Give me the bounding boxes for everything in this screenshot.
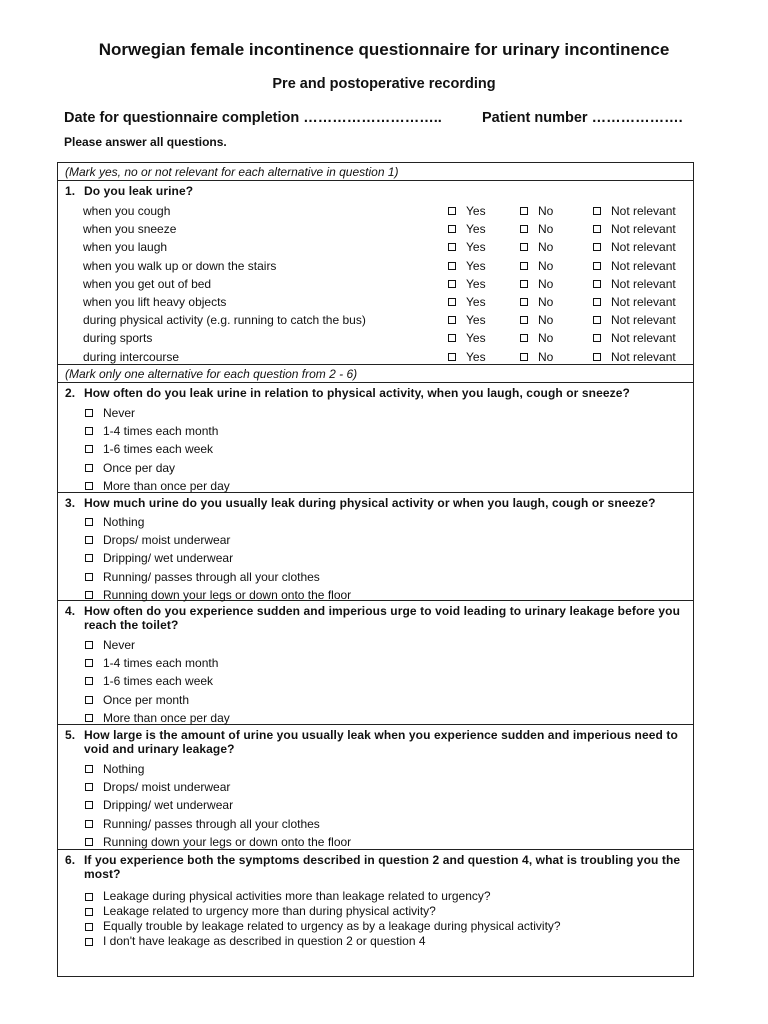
q1-item-row <box>58 329 693 347</box>
q2-option[interactable] <box>58 404 693 422</box>
q6-option-label: I don't have leakage as described in question 2 or question 4 <box>103 934 426 948</box>
q1-option-label: Not relevant <box>611 240 676 255</box>
q1-option-label: No <box>538 294 554 309</box>
checkbox-icon[interactable] <box>593 207 601 215</box>
q6-option-label: Equally trouble by leakage related to urgency as by a leakage during physical activity? <box>103 919 561 933</box>
q1-option-label: No <box>538 258 554 273</box>
q4-option-label: More than once per day <box>103 710 230 725</box>
q1-item-row <box>58 257 693 275</box>
q2-option[interactable] <box>58 459 693 477</box>
q4-option[interactable] <box>58 691 693 709</box>
q1-option-no[interactable] <box>520 313 553 327</box>
q6-option[interactable] <box>58 934 693 949</box>
q1-option-yes[interactable] <box>448 204 486 218</box>
q6-section <box>58 850 693 976</box>
q1-option-label: Not relevant <box>611 276 676 291</box>
q1-option-no[interactable] <box>520 240 553 254</box>
q1-option-label: Not relevant <box>611 331 676 346</box>
q6-option[interactable] <box>58 889 693 904</box>
q6-heading <box>58 850 693 889</box>
checkbox-icon[interactable] <box>448 353 456 361</box>
q1-option-label: Not relevant <box>611 294 676 309</box>
q3-option[interactable] <box>58 549 693 567</box>
q3-option-label: Nothing <box>103 515 145 529</box>
checkbox-icon[interactable] <box>593 298 601 306</box>
checkbox-icon[interactable] <box>593 280 601 288</box>
q1-item-label: during sports <box>83 331 153 346</box>
checkbox-icon[interactable] <box>520 207 528 215</box>
checkbox-icon[interactable] <box>85 536 93 544</box>
checkbox-icon[interactable] <box>448 334 456 342</box>
page-subtitle: Pre and postoperative recording <box>272 76 496 92</box>
q2-option[interactable] <box>58 440 693 458</box>
q2-heading <box>58 383 693 404</box>
checkbox-icon[interactable] <box>85 677 93 685</box>
q4-section <box>58 601 693 725</box>
q4-heading <box>58 601 693 636</box>
q2-number: 2. <box>65 386 76 400</box>
checkbox-icon[interactable] <box>85 938 93 946</box>
checkbox-icon[interactable] <box>85 659 93 667</box>
q5-text: How large is the amount of urine you usually leak when you experience sudden and imperious need to void and urinary leakage? <box>84 728 678 756</box>
q1-option-label: Yes <box>466 240 486 255</box>
q1-option-not-relevant[interactable] <box>593 259 676 273</box>
checkbox-icon[interactable] <box>85 482 93 490</box>
q4-option[interactable] <box>58 672 693 690</box>
q1-option-no[interactable] <box>520 222 553 236</box>
q1-option-yes[interactable] <box>448 259 486 273</box>
checkbox-icon[interactable] <box>448 298 456 306</box>
checkbox-icon[interactable] <box>85 820 93 828</box>
q5-options <box>58 760 693 851</box>
q5-section <box>58 725 693 850</box>
q1-option-label: Not relevant <box>611 349 676 364</box>
q1-heading <box>58 181 693 202</box>
q1-item-label: when you sneeze <box>83 222 177 237</box>
checkbox-icon[interactable] <box>520 243 528 251</box>
q1-option-not-relevant[interactable] <box>593 313 676 327</box>
q1-option-label: Not relevant <box>611 204 676 218</box>
q1-option-label: No <box>538 349 554 364</box>
checkbox-icon[interactable] <box>448 316 456 324</box>
q1-item-row <box>58 348 693 366</box>
checkbox-icon[interactable] <box>85 445 93 453</box>
checkbox-icon[interactable] <box>448 243 456 251</box>
checkbox-icon[interactable] <box>520 280 528 288</box>
checkbox-icon[interactable] <box>85 801 93 809</box>
checkbox-icon[interactable] <box>593 262 601 270</box>
q3-option[interactable] <box>58 531 693 549</box>
q1-option-label: No <box>538 313 554 328</box>
checkbox-icon[interactable] <box>85 641 93 649</box>
checkbox-icon[interactable] <box>593 353 601 361</box>
q1-option-label: No <box>538 276 554 291</box>
q2-section <box>58 383 693 493</box>
q1-item-row <box>58 238 693 256</box>
checkbox-icon[interactable] <box>593 243 601 251</box>
checkbox-icon[interactable] <box>85 696 93 704</box>
q1-item-label: during physical activity (e.g. running to catch the bus) <box>83 313 366 328</box>
q5-option[interactable] <box>58 796 693 814</box>
q4-number: 4. <box>65 604 76 618</box>
q1-option-yes[interactable] <box>448 240 486 254</box>
q1-instruction: (Mark yes, no or not relevant for each alternative in question 1) <box>65 165 399 179</box>
q1-option-label: Yes <box>466 331 486 346</box>
q1-option-label: Yes <box>466 313 486 328</box>
q5-option-label: Dripping/ wet underwear <box>103 798 234 813</box>
q4-option-label: 1-4 times each month <box>103 656 219 671</box>
q1-items <box>58 202 693 366</box>
q6-option[interactable] <box>58 919 693 934</box>
q4-option[interactable] <box>58 654 693 672</box>
q3-number: 3. <box>65 496 76 510</box>
q4-options <box>58 636 693 727</box>
checkbox-icon[interactable] <box>520 353 528 361</box>
q4-option[interactable] <box>58 636 693 654</box>
checkbox-icon[interactable] <box>85 783 93 791</box>
checkbox-icon[interactable] <box>85 893 93 901</box>
q6-text: If you experience both the symptoms described in question 2 and question 4, what is troubling you the most? <box>84 853 681 881</box>
checkbox-icon[interactable] <box>520 298 528 306</box>
q1-item-row <box>58 220 693 238</box>
q4-option-label: 1-6 times each week <box>103 674 214 689</box>
q2-option-label: More than once per day <box>103 478 230 493</box>
q1-option-yes[interactable] <box>448 277 486 291</box>
q2-option-label: 1-4 times each month <box>103 424 219 439</box>
q2-option-label: Once per day <box>103 460 176 475</box>
q1-item-row <box>58 293 693 311</box>
q6-option-label: Leakage during physical activities more than leakage related to urgency? <box>103 889 491 903</box>
q1-item-label: when you lift heavy objects <box>83 294 227 309</box>
q1-option-label: Yes <box>466 258 486 273</box>
checkbox-icon[interactable] <box>448 262 456 270</box>
q1-section <box>58 181 693 365</box>
checkbox-icon[interactable] <box>593 225 601 233</box>
q1-option-not-relevant[interactable] <box>593 331 676 345</box>
q1-item-row <box>58 311 693 329</box>
q1-option-no[interactable] <box>520 204 553 218</box>
q1-item-row <box>58 202 693 220</box>
q4-text: How often do you experience sudden and imperious urge to void leading to urinary leakage before you reach the toilet? <box>84 604 681 632</box>
q2-option-label: Never <box>103 406 136 420</box>
checkbox-icon[interactable] <box>520 262 528 270</box>
q5-option[interactable] <box>58 778 693 796</box>
q5-option[interactable] <box>58 815 693 833</box>
q5-option-label: Drops/ moist underwear <box>103 780 231 795</box>
q1-option-no[interactable] <box>520 259 553 273</box>
checkbox-icon[interactable] <box>85 573 93 581</box>
checkbox-icon[interactable] <box>448 207 456 215</box>
q1-option-label: Yes <box>466 222 486 237</box>
q1-option-label: No <box>538 331 554 346</box>
q5-option[interactable] <box>58 760 693 778</box>
checkbox-icon[interactable] <box>520 334 528 342</box>
q1-option-label: Not relevant <box>611 222 676 237</box>
q1-option-no[interactable] <box>520 277 553 291</box>
q5-option-label: Nothing <box>103 762 145 776</box>
q2-6-instruction: (Mark only one alternative for each question from 2 - 6) <box>65 367 358 381</box>
q6-number: 6. <box>65 853 76 867</box>
q1-item-label: when you laugh <box>83 240 168 255</box>
q1-option-no[interactable] <box>520 331 553 345</box>
q1-option-label: No <box>538 240 554 255</box>
q3-option-label: Drops/ moist underwear <box>103 533 231 548</box>
checkbox-icon[interactable] <box>448 280 456 288</box>
q1-option-yes[interactable] <box>448 295 486 309</box>
q1-option-yes[interactable] <box>448 331 486 345</box>
checkbox-icon[interactable] <box>85 464 93 472</box>
q1-option-not-relevant[interactable] <box>593 240 676 254</box>
checkbox-icon[interactable] <box>593 316 601 324</box>
checkbox-icon[interactable] <box>85 838 93 846</box>
q6-option[interactable] <box>58 904 693 919</box>
q3-option[interactable] <box>58 513 693 531</box>
q1-option-yes[interactable] <box>448 350 486 364</box>
q2-options <box>58 404 693 495</box>
q3-option-label: Running/ passes through all your clothes <box>103 569 320 584</box>
q3-options <box>58 513 693 604</box>
q1-option-label: Yes <box>466 294 486 309</box>
checkbox-icon[interactable] <box>85 923 93 931</box>
q6-options <box>58 889 693 949</box>
q5-option-label: Running/ passes through all your clothes <box>103 816 320 831</box>
q1-option-not-relevant[interactable] <box>593 222 676 236</box>
q1-item-label: during intercourse <box>83 349 180 364</box>
checkbox-icon[interactable] <box>85 908 93 916</box>
q3-heading <box>58 493 693 513</box>
checkbox-icon[interactable] <box>593 334 601 342</box>
checkbox-icon[interactable] <box>520 316 528 324</box>
checkbox-icon[interactable] <box>520 225 528 233</box>
q5-option-label: Running down your legs or down onto the floor <box>103 834 352 849</box>
q3-option-label: Running down your legs or down onto the floor <box>103 587 352 602</box>
q1-item-row <box>58 275 693 293</box>
page-title: Norwegian female incontinence questionnaire for urinary incontinence <box>98 40 670 59</box>
q1-option-not-relevant[interactable] <box>593 204 676 218</box>
q1-number: 1. <box>65 184 76 198</box>
answer-all-note: Please answer all questions. <box>64 135 227 149</box>
q1-option-not-relevant[interactable] <box>593 350 676 364</box>
date-line <box>64 110 704 126</box>
q1-option-yes[interactable] <box>448 313 486 327</box>
q1-option-label: Yes <box>466 349 486 364</box>
q3-text: How much urine do you usually leak during physical activity or when you laugh, cough or sneeze? <box>84 496 656 510</box>
q1-instruction-section <box>58 163 693 181</box>
checkbox-icon[interactable] <box>85 765 93 773</box>
q3-option-label: Dripping/ wet underwear <box>103 551 234 566</box>
q3-section <box>58 493 693 601</box>
checkbox-icon[interactable] <box>448 225 456 233</box>
checkbox-icon[interactable] <box>85 409 93 417</box>
q1-text: Do you leak urine? <box>84 184 194 198</box>
q5-option[interactable] <box>58 833 693 851</box>
q1-option-label: No <box>538 222 554 237</box>
q2-option[interactable] <box>58 422 693 440</box>
q5-number: 5. <box>65 728 76 742</box>
date-field-label[interactable]: Date for questionnaire completion ……………………….. <box>64 110 442 126</box>
q1-option-label: Yes <box>466 276 486 291</box>
questionnaire-form <box>57 162 694 977</box>
q1-option-yes[interactable] <box>448 222 486 236</box>
q1-option-no[interactable] <box>520 295 553 309</box>
q2-text: How often do you leak urine in relation to physical activity, when you laugh, cough or sneeze? <box>84 386 630 400</box>
patient-number-label[interactable]: Patient number ………………. <box>482 110 683 126</box>
checkbox-icon[interactable] <box>85 427 93 435</box>
q1-option-label: No <box>538 204 554 218</box>
q2-option-label: 1-6 times each week <box>103 442 214 457</box>
q3-option[interactable] <box>58 568 693 586</box>
q6-option-label: Leakage related to urgency more than during physical activity? <box>103 904 436 918</box>
checkbox-icon[interactable] <box>85 714 93 722</box>
q1-option-label: Not relevant <box>611 313 676 328</box>
q5-heading <box>58 725 693 760</box>
q1-item-label: when you get out of bed <box>83 276 212 291</box>
q1-option-label: Yes <box>466 204 486 218</box>
q2-6-instruction-section <box>58 365 693 383</box>
q1-item-label: when you cough <box>83 204 171 218</box>
checkbox-icon[interactable] <box>85 591 93 599</box>
q1-item-label: when you walk up or down the stairs <box>83 258 277 273</box>
q1-option-no[interactable] <box>520 350 553 364</box>
checkbox-icon[interactable] <box>85 518 93 526</box>
q1-option-label: Not relevant <box>611 258 676 273</box>
q1-option-not-relevant[interactable] <box>593 295 676 309</box>
checkbox-icon[interactable] <box>85 554 93 562</box>
q1-option-not-relevant[interactable] <box>593 277 676 291</box>
q4-option-label: Never <box>103 638 136 652</box>
q4-option-label: Once per month <box>103 692 190 707</box>
